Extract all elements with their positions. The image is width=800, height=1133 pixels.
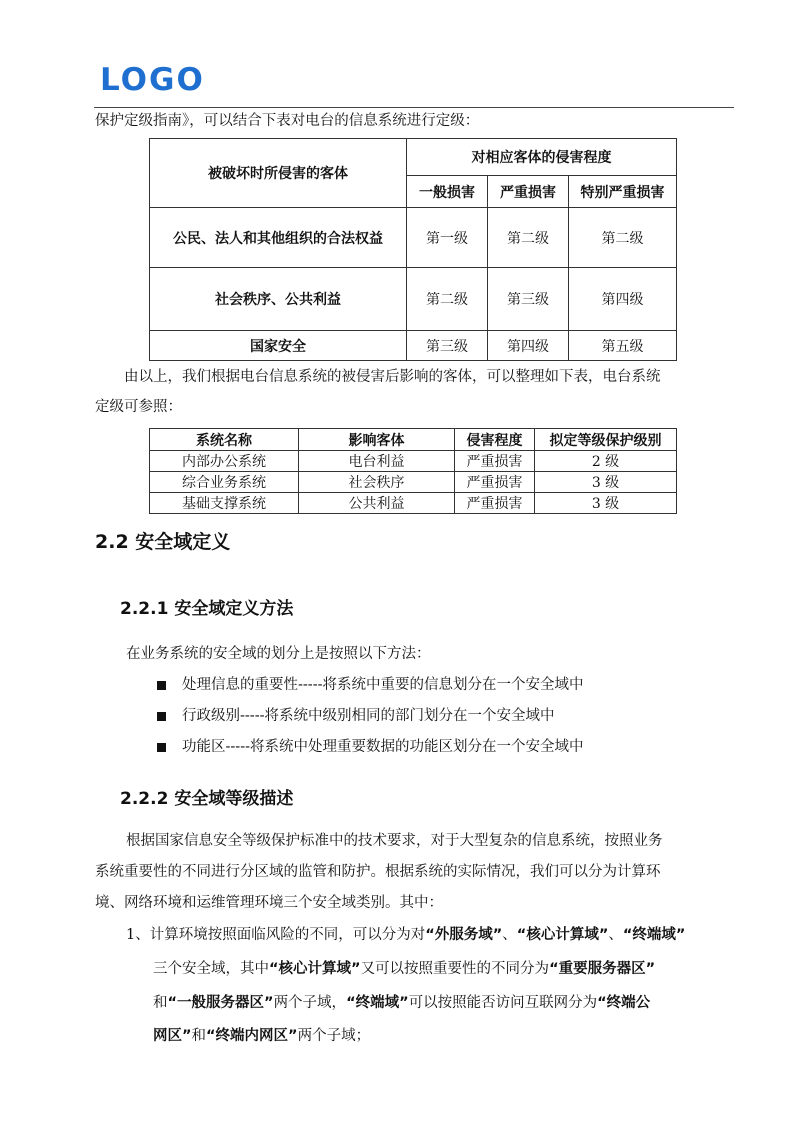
term-external-service-domain: “外服务域” bbox=[425, 927, 503, 943]
intro-line: 保护定级指南》，可以结合下表对电台的信息系统进行定级： bbox=[95, 113, 480, 129]
table-cell: 第二级 bbox=[488, 208, 569, 268]
separator: 、 bbox=[502, 927, 517, 943]
term-terminal-domain: “终端域” bbox=[622, 927, 686, 943]
table-row bbox=[150, 472, 677, 493]
desc-line-1: 根据国家信息安全等级保护标准中的技术要求，对于大型复杂的信息系统，按照业务 bbox=[126, 833, 663, 849]
header-divider bbox=[94, 107, 734, 108]
section-heading-2-2-2: 2.2.2 安全域等级描述 bbox=[120, 789, 294, 809]
term-terminal-domain: “终端域” bbox=[346, 995, 409, 1011]
degree-especially-serious: 特别严重损害 bbox=[569, 176, 677, 208]
term-terminal-public-zone: “终端公 bbox=[597, 995, 651, 1011]
term-important-server-zone: “重要服务器区” bbox=[549, 961, 656, 977]
table-row-object: 社会秩序、公共利益 bbox=[150, 268, 407, 331]
desc-line-2: 系统重要性的不同进行分区域的监管和防护。根据系统的实际情况，我们可以分为计算环 bbox=[95, 864, 661, 880]
bullet-square-icon bbox=[157, 712, 166, 721]
table-cell: 第四级 bbox=[488, 331, 569, 361]
col-header-affected-object: 影响客体 bbox=[299, 429, 455, 451]
table-cell: 基础支撑系统 bbox=[150, 493, 299, 514]
desc-line-3: 境、网络环境和运维管理环境三个安全域类别。其中： bbox=[95, 895, 443, 911]
col-header-protection-level: 拟定等级保护级别 bbox=[535, 429, 677, 451]
table-cell: 第二级 bbox=[407, 268, 488, 331]
table-row-object: 公民、法人和其他组织的合法权益 bbox=[150, 208, 407, 268]
list-item: 处理信息的重要性-----将系统中重要的信息划分在一个安全域中 bbox=[182, 677, 584, 693]
text-span: 又可以按照重要性的不同分为 bbox=[360, 961, 550, 977]
text-span: 和 bbox=[191, 1028, 207, 1044]
section-heading-2-2: 2.2 安全域定义 bbox=[95, 531, 231, 553]
text-span: 和 bbox=[153, 995, 168, 1011]
table-row bbox=[150, 451, 677, 472]
table-cell: 综合业务系统 bbox=[150, 472, 299, 493]
term-terminal-intranet-zone: “终端内网区” bbox=[206, 1028, 298, 1044]
table-cell: 3 级 bbox=[535, 493, 677, 514]
table-cell: 第二级 bbox=[569, 208, 677, 268]
table-cell: 第一级 bbox=[407, 208, 488, 268]
table-cell: 内部办公系统 bbox=[150, 451, 299, 472]
table-cell: 严重损害 bbox=[455, 472, 535, 493]
text-span: 两个子域； bbox=[297, 1028, 371, 1044]
term-general-server-zone: “一般服务器区” bbox=[167, 995, 274, 1011]
table-cell: 第三级 bbox=[488, 268, 569, 331]
table-cell: 3 级 bbox=[535, 472, 677, 493]
table-cell: 严重损害 bbox=[455, 451, 535, 472]
section-heading-2-2-1: 2.2.1 安全域定义方法 bbox=[120, 599, 294, 619]
para2-line1: 由以上，我们根据电台信息系统的被侵害后影响的客体，可以整理如下表，电台系统 bbox=[124, 369, 661, 385]
logo: LOGO bbox=[100, 62, 205, 98]
degree-general: 一般损害 bbox=[407, 176, 488, 208]
grading-matrix-table bbox=[149, 138, 677, 361]
item1-line1 bbox=[126, 924, 685, 946]
table-cell: 第三级 bbox=[407, 331, 488, 361]
list-item: 行政级别-----将系统中级别相同的部门划分在一个安全域中 bbox=[182, 708, 555, 724]
item1-line4 bbox=[153, 1025, 370, 1047]
bullet-square-icon bbox=[157, 743, 166, 752]
item1-line3 bbox=[153, 992, 650, 1014]
table-row-object: 国家安全 bbox=[150, 331, 407, 361]
col-header-damage-degree: 侵害程度 bbox=[455, 429, 535, 451]
table-cell: 2 级 bbox=[535, 451, 677, 472]
term-core-computing-domain: “核心计算域” bbox=[269, 961, 361, 977]
text-span: 两个子域， bbox=[273, 995, 347, 1011]
degree-serious: 严重损害 bbox=[488, 176, 569, 208]
method-intro: 在业务系统的安全域的划分上是按照以下方法： bbox=[126, 646, 431, 662]
table-cell: 社会秩序 bbox=[299, 472, 455, 493]
table-cell: 电台利益 bbox=[299, 451, 455, 472]
object-header: 被破坏时所侵害的客体 bbox=[150, 139, 407, 208]
item1-line2 bbox=[153, 958, 655, 980]
text-span: 可以按照能否访问互联网分为 bbox=[408, 995, 598, 1011]
item1-prefix: 1、计算环境按照面临风险的不同，可以分为对 bbox=[126, 927, 426, 943]
table-cell: 第四级 bbox=[569, 268, 677, 331]
para2-line2: 定级可参照： bbox=[95, 399, 182, 415]
system-grading-table bbox=[149, 428, 677, 514]
term-core-computing-domain: “核心计算域” bbox=[516, 927, 609, 943]
table-cell: 严重损害 bbox=[455, 493, 535, 514]
separator: 、 bbox=[608, 927, 623, 943]
degree-header: 对相应客体的侵害程度 bbox=[407, 139, 677, 176]
table-cell: 公共利益 bbox=[299, 493, 455, 514]
bullet-square-icon bbox=[157, 681, 166, 690]
table-row bbox=[150, 493, 677, 514]
table-cell: 第五级 bbox=[569, 331, 677, 361]
list-item: 功能区-----将系统中处理重要数据的功能区划分在一个安全域中 bbox=[182, 739, 584, 755]
col-header-system-name: 系统名称 bbox=[150, 429, 299, 451]
text-span: 三个安全域，其中 bbox=[153, 961, 269, 977]
term-terminal-public-zone-end: 网区” bbox=[153, 1028, 192, 1044]
